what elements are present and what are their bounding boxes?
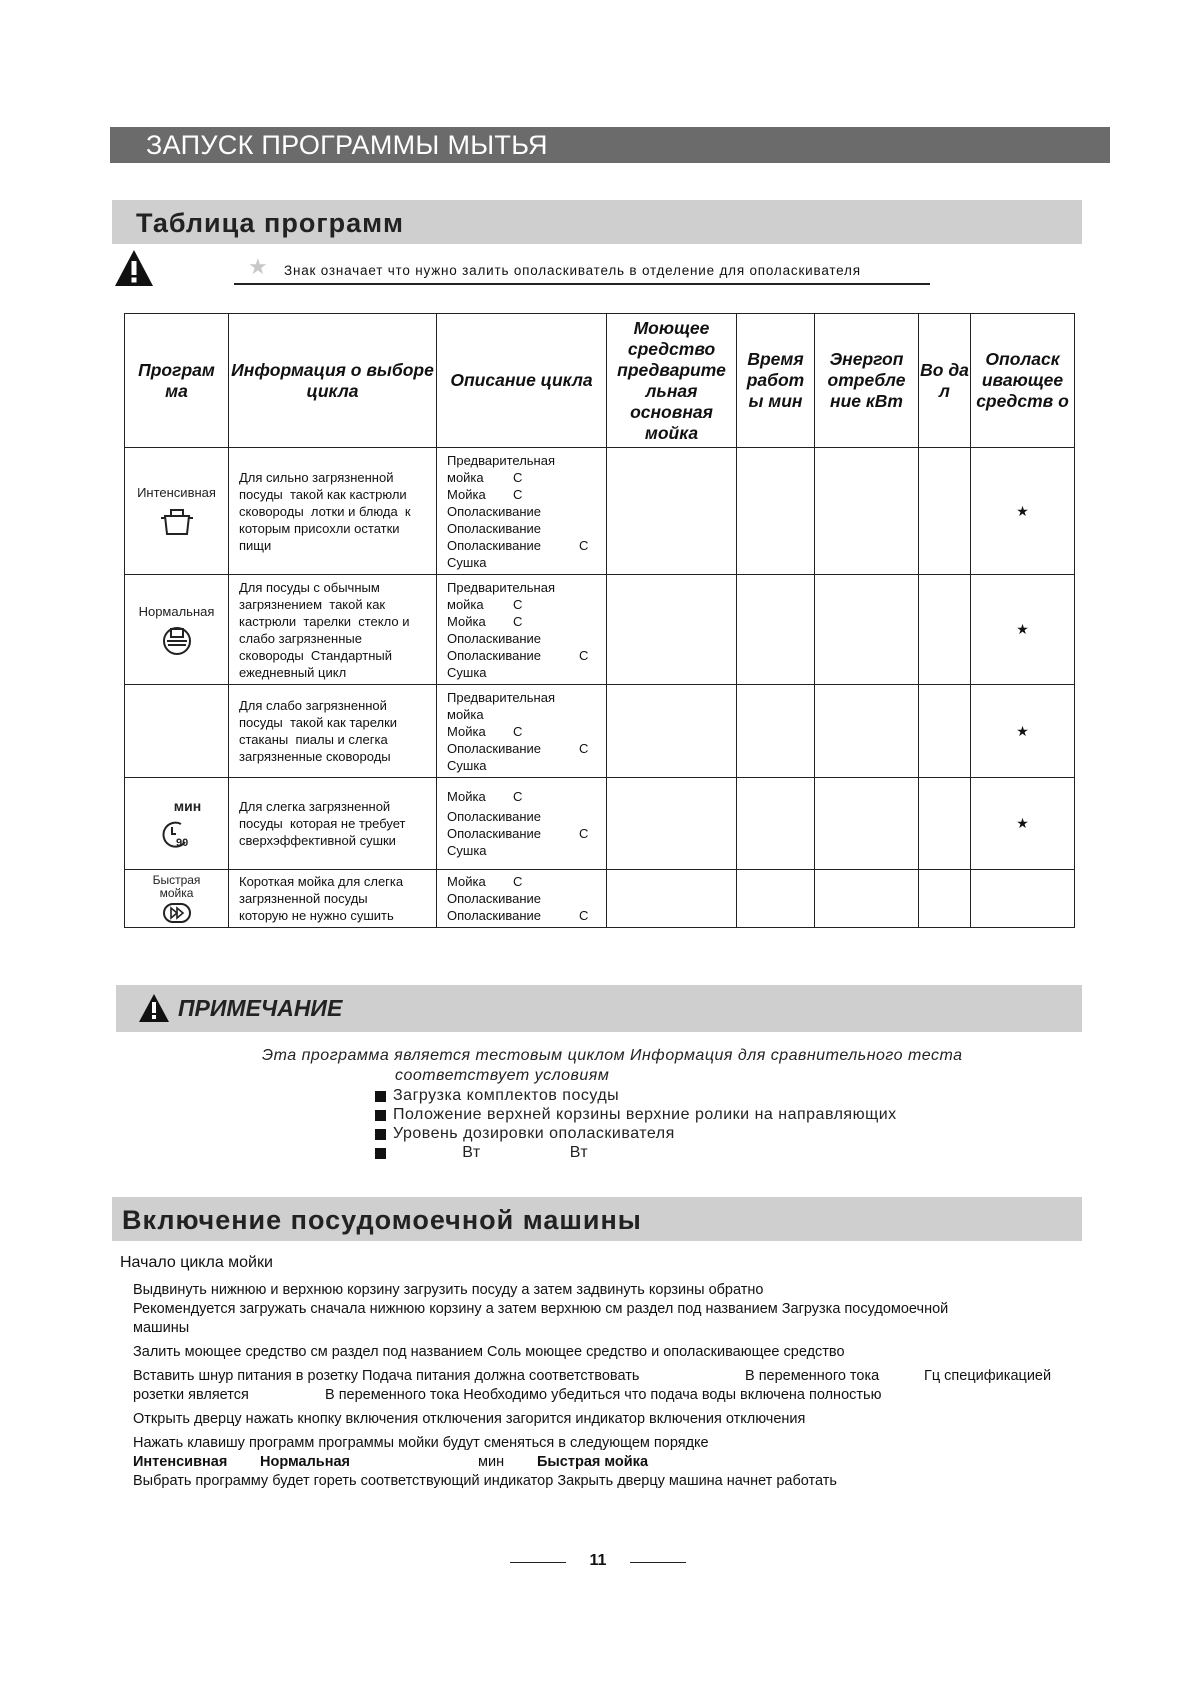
- table-row: [125, 685, 1075, 778]
- energy-cell: [815, 575, 919, 685]
- desc-step: Ополаскивание: [447, 537, 542, 553]
- rinse-aid-note-text: Знак означает что нужно залить ополаскиватель в отделение для ополаскивателя: [284, 263, 861, 278]
- desc-step: Сушка: [447, 757, 487, 773]
- desc-step: Ополаскивание: [447, 520, 542, 536]
- note-section-bar: [116, 985, 1082, 1032]
- program-cell: [125, 778, 229, 870]
- info-line: которую не нужно сушить: [239, 908, 394, 923]
- info-cell: [229, 685, 437, 778]
- info-line: слабо загрязненные: [239, 630, 362, 646]
- program-name: Быстрая мойка: [152, 872, 201, 900]
- step-paragraph: Гц спецификацией: [924, 1368, 1052, 1384]
- program-table-title: Таблица программ: [136, 208, 405, 238]
- info-line: Короткая мойка для слегка: [239, 874, 404, 889]
- detergent-cell: [607, 870, 737, 928]
- program-sequence-item: Нормальная: [260, 1454, 351, 1470]
- note-line: Эта программа является тестовым циклом Информация для сравнительного теста: [262, 1047, 963, 1064]
- table-row: [125, 870, 1075, 928]
- rinse-cell: [971, 870, 1075, 928]
- info-line: сверхэффективной сушки: [239, 833, 396, 848]
- info-line: сковороды лотки и блюда к: [239, 503, 411, 519]
- header-water: Во да л: [919, 314, 971, 448]
- time-cell: [737, 448, 815, 575]
- table-row: [125, 448, 1075, 575]
- program-cell: [125, 575, 229, 685]
- desc-step: Ополаскивание: [447, 826, 542, 841]
- info-line: стаканы пиалы и слегка: [239, 732, 388, 747]
- program-cell: [125, 448, 229, 575]
- chapter-header: [110, 127, 1110, 163]
- description-cell: [437, 870, 607, 928]
- program-sequence-item: Быстрая мойка: [537, 1454, 649, 1470]
- header-energy: Энергоп отребле ние кВт: [815, 314, 919, 448]
- desc-step: Ополаскивание: [447, 503, 542, 519]
- rinse-aid-note: [234, 254, 930, 285]
- step-paragraph: машины: [133, 1320, 190, 1336]
- info-line: загрязненной посуды: [239, 891, 368, 906]
- program-sequence-item: мин: [478, 1454, 505, 1470]
- note-bullet-text: Загрузка комплектов посуды: [393, 1087, 620, 1104]
- rinse-cell: ★: [971, 575, 1075, 685]
- info-line: Для слегка загрязненной: [239, 799, 391, 814]
- water-cell: [919, 870, 971, 928]
- step-paragraph: Открыть дверцу нажать кнопку включения отключения загорится индикатор включения отключения: [133, 1411, 806, 1427]
- desc-step: Ополаскивание: [447, 740, 542, 756]
- page-number-rule: [630, 1562, 686, 1563]
- clock-90-label: 90: [175, 836, 188, 849]
- description-cell: [437, 575, 607, 685]
- rinse-cell: ★: [971, 685, 1075, 778]
- note-line: соответствует условиям: [395, 1067, 610, 1084]
- time-cell: [737, 870, 815, 928]
- note-bullet-text: Уровень дозировки ополаскивателя: [393, 1125, 675, 1142]
- note-bullet: [375, 1125, 675, 1143]
- water-cell: [919, 575, 971, 685]
- step-paragraph: Вставить шнур питания в розетку Подача питания должна соответствовать: [133, 1368, 640, 1384]
- rinse-cell: ★: [971, 448, 1075, 575]
- info-line: Для посуды с обычным: [239, 579, 380, 595]
- description-cell: [437, 685, 607, 778]
- desc-temp: C: [579, 740, 589, 756]
- desc-step: Мойка: [447, 874, 486, 889]
- water-cell: [919, 778, 971, 870]
- detergent-cell: [607, 778, 737, 870]
- note-bullet-text: Вт Вт: [393, 1144, 589, 1161]
- page-number-text: 11: [589, 1552, 607, 1569]
- program-name: Нормальная: [138, 604, 215, 619]
- bullet-square-icon: [375, 1110, 386, 1121]
- header-time: Время работ ы мин: [737, 314, 815, 448]
- desc-step: Ополаскивание: [447, 891, 542, 906]
- note-bullet: [375, 1144, 588, 1162]
- dishes-icon: [160, 623, 194, 655]
- warning-icon: [114, 248, 154, 288]
- energy-cell: [815, 778, 919, 870]
- step-paragraph: Выбрать программу будет гореть соответствующий индикатор Закрыть дверцу машина начнет работать: [133, 1473, 837, 1489]
- chapter-title: ЗАПУСК ПРОГРАММЫ МЫТЬЯ: [146, 130, 548, 160]
- pot-icon: [159, 504, 195, 538]
- desc-temp: C: [579, 908, 589, 923]
- info-line: кастрюли тарелки стекло и: [239, 613, 410, 629]
- desc-step: Мойка: [447, 486, 486, 502]
- rinse-cell: ★: [971, 778, 1075, 870]
- desc-temp: C: [513, 723, 523, 739]
- desc-temp: C: [513, 486, 523, 502]
- fast-forward-icon: [162, 902, 192, 924]
- table-header-row: [125, 314, 1075, 448]
- bullet-square-icon: [375, 1091, 386, 1102]
- info-line: которым присохли остатки: [239, 520, 400, 536]
- info-line: посуды такой как кастрюли: [239, 486, 407, 502]
- info-line: Для слабо загрязненной: [239, 698, 387, 713]
- star-icon: ★: [248, 254, 269, 279]
- time-cell: [737, 778, 815, 870]
- program-cell: [125, 870, 229, 928]
- info-line: посуды такой как тарелки: [239, 715, 398, 730]
- table-row: [125, 575, 1075, 685]
- program-sequence-item: Интенсивная: [133, 1454, 228, 1470]
- info-line: ежедневный цикл: [239, 664, 347, 680]
- desc-step: Сушка: [447, 554, 487, 570]
- step-paragraph: В переменного тока Необходимо убедиться что подача воды включена полностью: [325, 1387, 882, 1403]
- desc-step: Ополаскивание: [447, 630, 542, 646]
- clock-90-icon: [159, 818, 195, 850]
- power-on-title: Включение посудомоечной машины: [122, 1205, 642, 1235]
- step-paragraph: Выдвинуть нижнюю и верхнюю корзину загрузить посуду а затем задвинуть корзины обратно: [133, 1282, 764, 1298]
- power-on-section-bar: [112, 1197, 1082, 1241]
- desc-temp: C: [513, 789, 523, 804]
- water-cell: [919, 685, 971, 778]
- note-bullet: [375, 1087, 619, 1105]
- time-cell: [737, 575, 815, 685]
- step-paragraph: Залить моющее средство см раздел под названием Соль моющее средство и ополаскивающее средство: [133, 1344, 845, 1360]
- desc-step: Сушка: [447, 664, 487, 680]
- info-cell: [229, 778, 437, 870]
- info-cell: [229, 870, 437, 928]
- start-cycle-subtitle: Начало цикла мойки: [120, 1254, 273, 1271]
- page-number: [510, 1552, 686, 1572]
- water-cell: [919, 448, 971, 575]
- info-cell: [229, 448, 437, 575]
- energy-cell: [815, 448, 919, 575]
- energy-cell: [815, 870, 919, 928]
- desc-temp: C: [513, 613, 523, 629]
- bullet-square-icon: [375, 1148, 386, 1159]
- program-table-section-bar: [112, 200, 1082, 244]
- table-row: [125, 778, 1075, 870]
- note-bullet-text: Положение верхней корзины верхние ролики на направляющих: [393, 1106, 897, 1123]
- desc-temp: C: [513, 469, 523, 485]
- detergent-cell: [607, 575, 737, 685]
- note-bullet: [375, 1106, 897, 1124]
- header-detergent: Моющее средство предварите льная основная мойка: [607, 314, 737, 448]
- header-rinse: Ополаск ивающее средств о: [971, 314, 1075, 448]
- info-line: пищи: [239, 537, 272, 553]
- header-program: Програм ма: [125, 314, 229, 448]
- step-paragraph: Нажать клавишу программ программы мойки будут сменяться в следующем порядке: [133, 1435, 709, 1451]
- desc-step: мойка: [447, 596, 484, 612]
- desc-step: Ополаскивание: [447, 809, 542, 824]
- desc-step: Предварительная: [447, 689, 555, 705]
- desc-temp: C: [513, 596, 523, 612]
- desc-step: Предварительная: [447, 579, 555, 595]
- desc-step: Сушка: [447, 843, 487, 858]
- header-info: Информация о выборе цикла: [229, 314, 437, 448]
- desc-temp: C: [579, 537, 589, 553]
- description-cell: [437, 778, 607, 870]
- program-cell: [125, 685, 229, 778]
- desc-step: мойка: [447, 706, 484, 722]
- program-name: мин: [173, 797, 202, 814]
- info-line: посуды которая не требует: [239, 816, 406, 831]
- step-paragraph: розетки является: [133, 1387, 249, 1403]
- desc-step: Мойка: [447, 723, 486, 739]
- description-cell: [437, 448, 607, 575]
- desc-step: Ополаскивание: [447, 908, 542, 923]
- info-line: Для сильно загрязненной: [239, 469, 394, 485]
- warning-icon: [138, 993, 170, 1023]
- time-cell: [737, 685, 815, 778]
- desc-step: мойка: [447, 469, 484, 485]
- info-line: сковороды Стандартный: [239, 647, 392, 663]
- desc-temp: C: [579, 647, 589, 663]
- info-line: загрязнением такой как: [239, 596, 386, 612]
- desc-step: Мойка: [447, 613, 486, 629]
- detergent-cell: [607, 448, 737, 575]
- note-title: ПРИМЕЧАНИЕ: [178, 995, 343, 1021]
- program-name: Интенсивная: [137, 484, 216, 500]
- detergent-cell: [607, 685, 737, 778]
- desc-temp: C: [579, 826, 589, 841]
- info-cell: [229, 575, 437, 685]
- desc-temp: C: [513, 874, 523, 889]
- step-paragraph: Рекомендуется загружать сначала нижнюю корзину а затем верхнюю см раздел под названием Загрузка посудомоечной: [133, 1301, 949, 1317]
- bullet-square-icon: [375, 1129, 386, 1140]
- info-line: загрязненные сковороды: [239, 749, 391, 764]
- program-table: [124, 313, 1075, 928]
- step-paragraph: В переменного тока: [745, 1368, 880, 1384]
- desc-step: Мойка: [447, 789, 486, 804]
- header-description: Описание цикла: [437, 314, 607, 448]
- desc-step: Ополаскивание: [447, 647, 542, 663]
- energy-cell: [815, 685, 919, 778]
- desc-step: Предварительная: [447, 452, 555, 468]
